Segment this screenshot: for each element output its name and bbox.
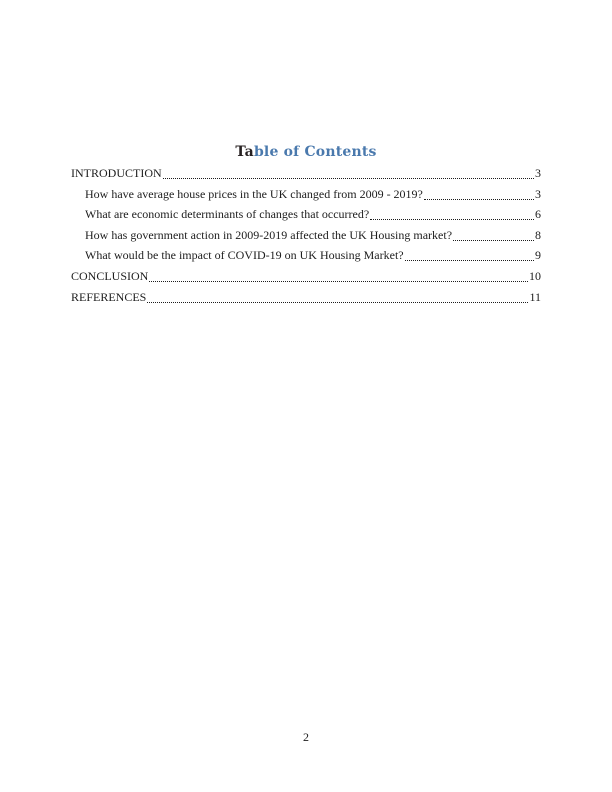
dot-leader	[149, 281, 528, 282]
toc-entry[interactable]	[71, 287, 541, 308]
toc-title	[71, 144, 541, 160]
toc-entry-label: CONCLUSION	[71, 268, 149, 283]
toc-title-rest: ble of Contents	[253, 144, 377, 160]
toc-entry[interactable]	[71, 184, 541, 205]
table-of-contents	[71, 163, 541, 307]
toc-entry[interactable]	[71, 266, 541, 287]
toc-entry-page-number: 9	[535, 248, 541, 263]
toc-entry[interactable]	[71, 245, 541, 266]
page-number: 2	[303, 730, 309, 744]
toc-title-prefix: Ta	[235, 144, 254, 160]
toc-entry-page-number: 8	[535, 227, 541, 242]
toc-entry[interactable]	[71, 204, 541, 225]
toc-entry[interactable]	[71, 225, 541, 246]
toc-entry-label: How has government action in 2009-2019 affected the UK Housing market?	[85, 227, 453, 242]
toc-entry[interactable]	[71, 163, 541, 184]
toc-entry-label: INTRODUCTION	[71, 166, 162, 180]
dot-leader	[405, 260, 534, 261]
dot-leader	[163, 178, 534, 179]
toc-entry-label: REFERENCES	[71, 289, 147, 304]
toc-entry-page-number: 3	[535, 166, 541, 180]
toc-entry-page-number: 11	[529, 289, 541, 304]
dot-leader	[453, 240, 534, 241]
toc-entry-page-number: 10	[529, 268, 541, 283]
toc-entry-page-number: 6	[535, 207, 541, 222]
dot-leader	[370, 219, 534, 220]
toc-entry-page-number: 3	[535, 186, 541, 201]
dot-leader	[424, 199, 534, 200]
toc-entry-label: What are economic determinants of changes that occurred?	[85, 207, 370, 222]
toc-entry-label: What would be the impact of COVID-19 on UK Housing Market?	[85, 248, 404, 263]
toc-entry-label: How have average house prices in the UK changed from 2009 - 2019?	[85, 186, 423, 201]
dot-leader	[147, 302, 528, 303]
